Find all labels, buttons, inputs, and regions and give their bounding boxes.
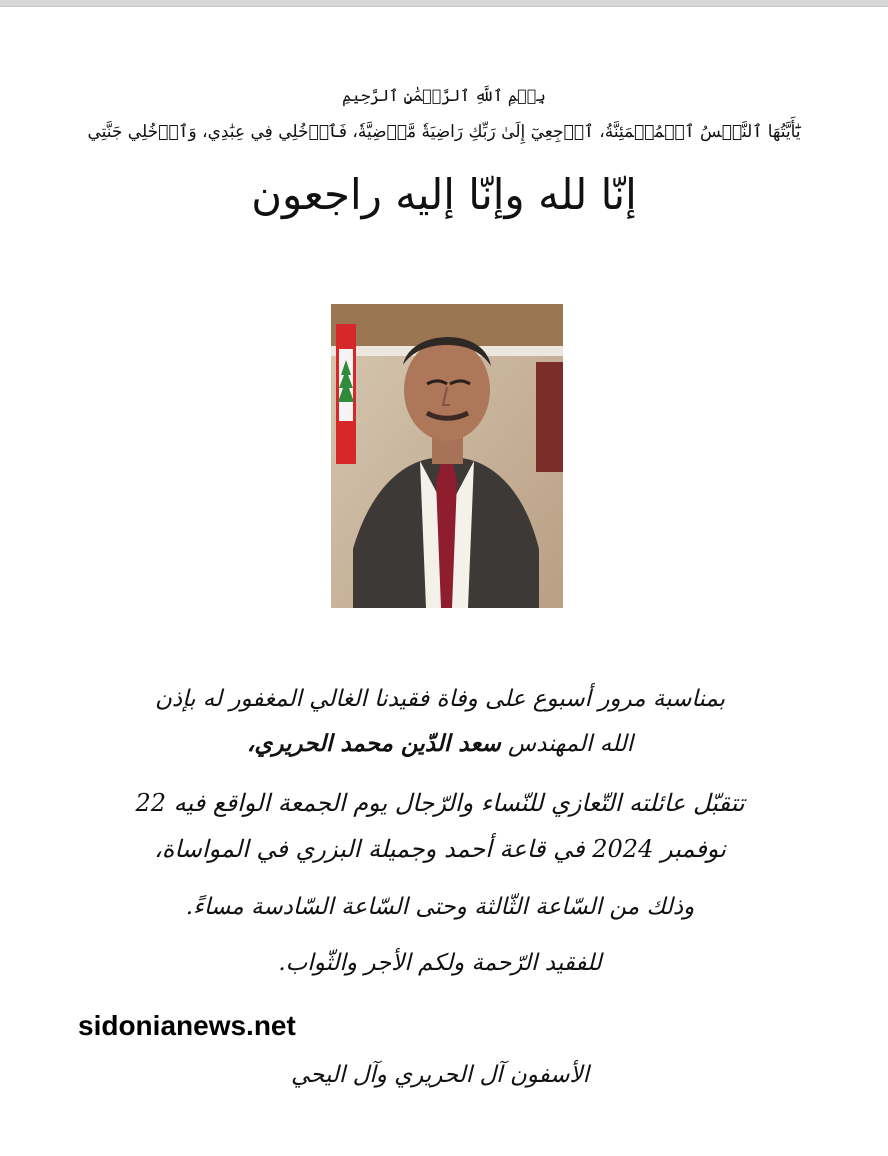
announcement-line-5: وذلك من السّاعة الثّالثة وحتى السّاعة السّادسة مساءً. (185, 894, 695, 920)
announcement-line-1: بمناسبة مرور أسبوع على وفاة فقيدنا الغالي المغفور له بإذن (154, 686, 726, 712)
announcement-line-2 (70, 730, 810, 757)
site-watermark: sidonianews.net (78, 1010, 296, 1041)
portrait-illustration (331, 304, 563, 608)
announcement-line-3: تتقبّل عائلته التّعازي للنّساء والرّجال يوم الجمعة الواقع فيه 22 (135, 789, 745, 817)
lebanese-flag-icon (336, 324, 356, 464)
announcement-line-6: للفقيد الرّحمة ولكم الأجر والثّواب. (278, 950, 602, 976)
signature: الأسفون آل الحريري وآل اليحي (290, 1062, 590, 1088)
top-border (0, 0, 888, 7)
line-2-prefix: الله المهندس (500, 731, 634, 757)
basmala: بِسۡمِ ٱللَّهِ ٱلرَّحۡمَٰنِ ٱلرَّحِيمِ (342, 86, 546, 105)
portrait-photo (331, 304, 563, 608)
quran-verse: يَٰٓأَيَّتُهَا ٱلنَّفۡسُ ٱلۡمُطۡمَئِنَّةُ، ٱرۡجِعِيٓ إِلَىٰ رَبِّكِ رَاضِيَةٗ مَّرۡضِيَّةٗ، فَٱدۡخُلِي فِي عِبَٰدِي، وَٱدۡخُلِي جَنَّتِي (87, 122, 801, 142)
page-title: إنّا لله وإنّا إليه راجعون (251, 170, 637, 219)
announcement-line-4: نوفمبر 2024 في قاعة أحمد وجميلة البزري في المواساة، (154, 835, 726, 863)
deceased-name: سعد الدّين محمد الحريري، (246, 730, 501, 757)
